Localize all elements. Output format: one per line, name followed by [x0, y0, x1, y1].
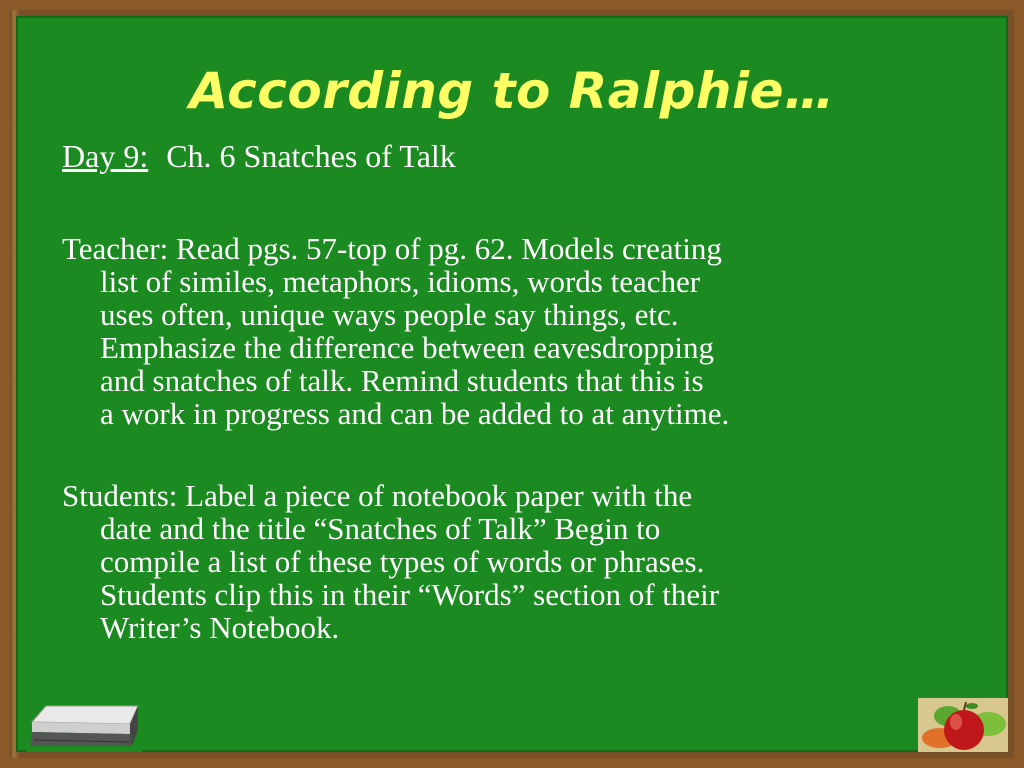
- paragraph-line: and snatches of talk. Remind students that this is: [100, 363, 704, 398]
- day-text: Ch. 6 Snatches of Talk: [166, 138, 456, 174]
- paragraph-line: Writer’s Notebook.: [100, 610, 340, 645]
- apple-icon: [918, 698, 1008, 752]
- teacher-paragraph: [62, 232, 992, 430]
- paragraph-line: Students clip this in their “Words” section of their: [100, 577, 720, 612]
- eraser-icon: [26, 700, 142, 752]
- paragraph-line: Students: Label a piece of notebook paper with the: [62, 478, 693, 513]
- day-heading: [62, 138, 456, 174]
- paragraph-line: Teacher: Read pgs. 57-top of pg. 62. Models creating: [62, 231, 722, 266]
- paragraph-line: date and the title “Snatches of Talk” Begin to: [100, 511, 661, 546]
- students-paragraph: [62, 479, 992, 644]
- slide-title: According to Ralphie…: [189, 62, 835, 120]
- day-label: Day 9:: [62, 138, 149, 174]
- paragraph-line: Emphasize the difference between eavesdropping: [100, 330, 714, 365]
- paragraph-line: list of similes, metaphors, idioms, words teacher: [100, 264, 701, 299]
- paragraph-line: a work in progress and can be added to at anytime.: [100, 396, 730, 431]
- paragraph-line: compile a list of these types of words or phrases.: [100, 544, 705, 579]
- paragraph-line: uses often, unique ways people say things, etc.: [100, 297, 679, 332]
